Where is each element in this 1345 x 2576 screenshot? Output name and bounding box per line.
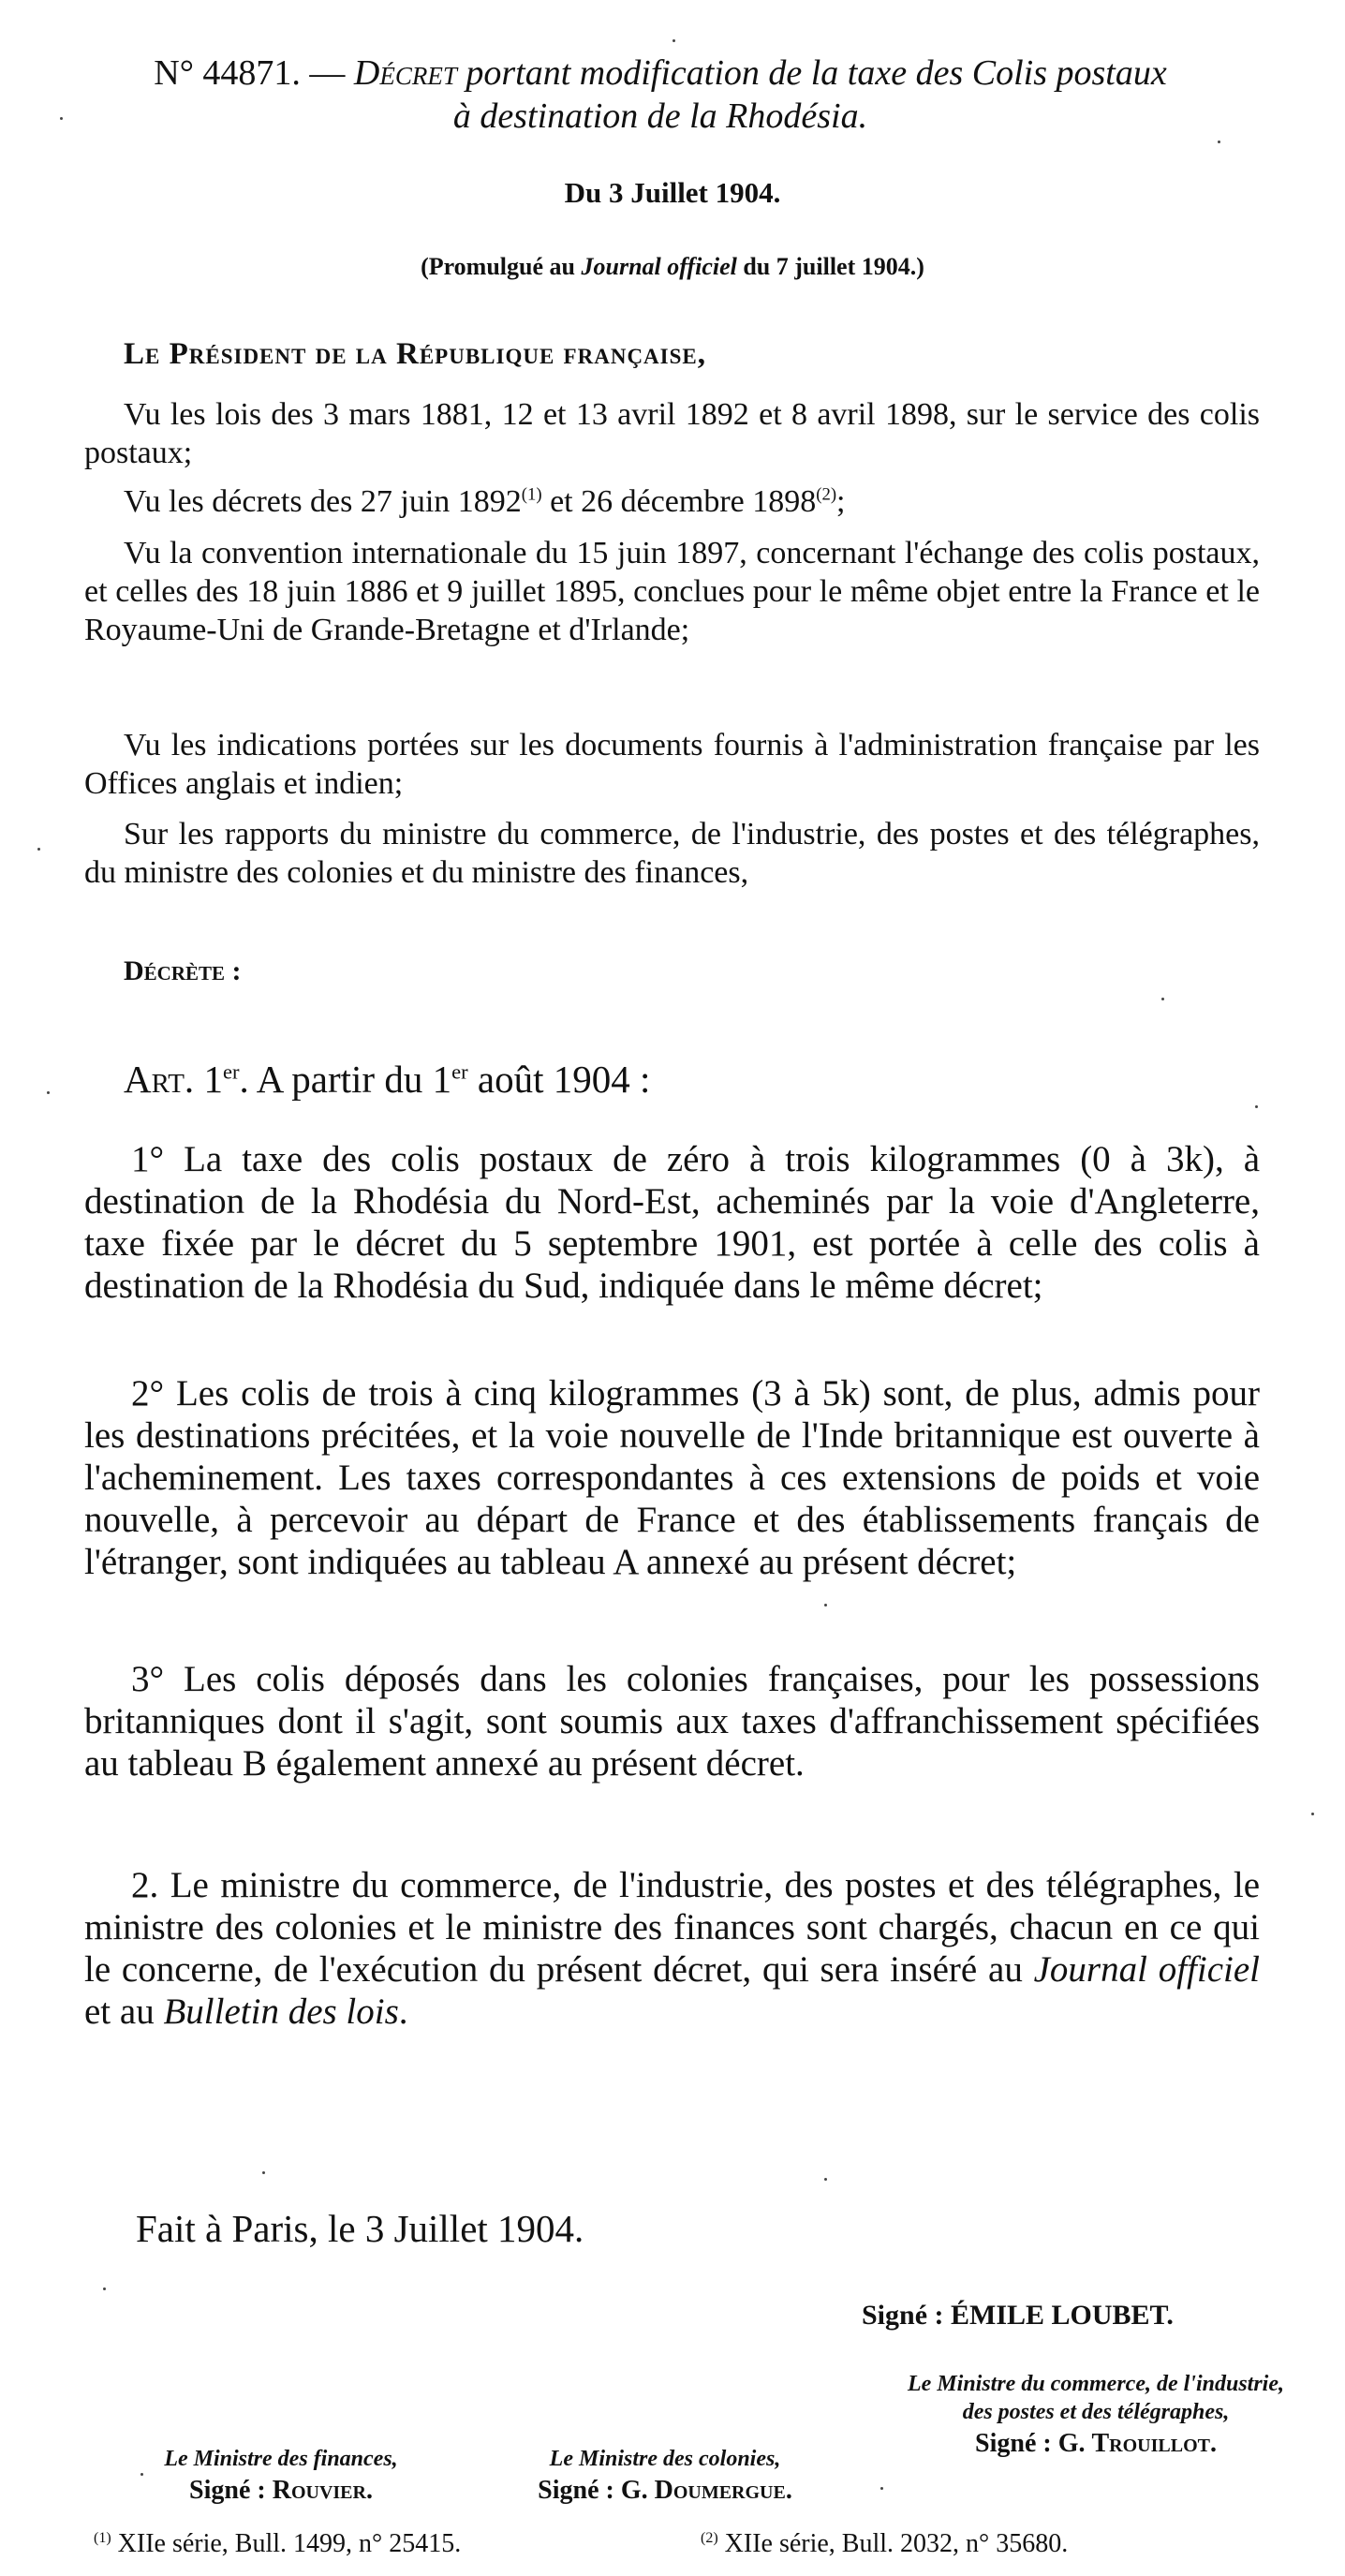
scan-speck	[1161, 998, 1164, 1000]
article-date-sup: er	[451, 1059, 468, 1084]
decree-date: Du 3 Juillet 1904.	[564, 176, 781, 209]
scan-speck	[672, 39, 675, 42]
scan-speck	[824, 2178, 827, 2181]
scan-speck	[1255, 1105, 1258, 1108]
footnote-ref-2: (2)	[816, 484, 837, 505]
footnote-ref-1: (1)	[521, 484, 542, 505]
decree-title	[84, 52, 1236, 138]
footnote-2	[701, 2529, 1068, 2559]
decree-title-line2: à destination de la Rhodésia.	[452, 96, 868, 136]
scan-speck	[103, 2287, 106, 2290]
minister-finances-name: Rouvier.	[272, 2476, 373, 2505]
sur-rapports-paragraph: Sur les rapports du ministre du commerce, de l'industrie, des postes et des télégraphes, du ministre des colonies et du ministre des finances,	[84, 817, 1260, 890]
article-1-heading	[124, 1057, 650, 1102]
minister-finances-block	[103, 2445, 459, 2509]
minister-commerce-sig-prefix: Signé : G.	[975, 2429, 1086, 2458]
president-heading: Le Président de la République française,	[124, 337, 706, 371]
scan-speck	[262, 2171, 265, 2174]
decree-number: N° 44871. —	[154, 53, 346, 93]
fait-a-paris: Fait à Paris, le 3 Juillet 1904.	[136, 2207, 584, 2250]
article-2-text-end: .	[398, 1991, 408, 2032]
minister-commerce-name: Trouillot.	[1091, 2429, 1217, 2458]
article-label: Art.	[124, 1058, 195, 1101]
promulgation-note	[0, 253, 1345, 281]
vu-decrets-text: Vu les décrets des 27 juin 1892	[124, 484, 522, 519]
article-number: 1	[203, 1058, 223, 1101]
footnote-1-mark: (1)	[94, 2530, 111, 2546]
footnote-2-mark: (2)	[701, 2530, 718, 2546]
decrete-heading: Décrète :	[124, 955, 242, 986]
minister-colonies-role: Le Ministre des colonies,	[549, 2447, 781, 2471]
vu-lois-paragraph: Vu les lois des 3 mars 1881, 12 et 13 avril 1892 et 8 avril 1898, sur le service des colis postaux;	[84, 397, 1260, 470]
article-2-paragraph	[84, 1864, 1260, 2033]
scan-speck	[1311, 1813, 1314, 1815]
article-heading-end: août 1904 :	[467, 1058, 651, 1101]
scan-speck	[140, 2473, 143, 2476]
decree-title-line1: portant modification de la taxe des Colis postaux	[466, 53, 1167, 93]
scan-speck	[824, 1604, 827, 1606]
minister-colonies-signature	[487, 2473, 843, 2509]
minister-colonies-sig-prefix: Signé : G.	[538, 2476, 648, 2505]
article-number-sup: er	[222, 1059, 240, 1084]
article-heading-text: . A partir du 1	[239, 1058, 452, 1101]
minister-colonies-name: Doumergue.	[654, 2476, 792, 2505]
article-1-item-3: 3° Les colis déposés dans les colonies françaises, pour les possessions britanniques dont il s'agit, sont soumis aux taxes d'affranchissement spécifiées au tableau B également annexé au présent décret.	[84, 1659, 1260, 1784]
scan-speck	[37, 848, 40, 851]
footnote-1	[94, 2529, 461, 2559]
minister-commerce-role: Le Ministre du commerce, de l'industrie, des postes et des télégraphes,	[908, 2372, 1284, 2424]
promulgation-prefix: (Promulgué au	[421, 253, 575, 280]
decree-word: Décret	[353, 53, 457, 93]
scan-speck	[880, 2487, 883, 2490]
minister-finances-signature	[103, 2473, 459, 2509]
minister-commerce-signature	[899, 2426, 1293, 2462]
scan-speck	[47, 1091, 50, 1094]
scan-speck	[1218, 141, 1220, 143]
minister-finances-role: Le Ministre des finances,	[164, 2447, 398, 2471]
article-2-text-before: 2. Le ministre du commerce, de l'industrie, des postes et des télégraphes, le ministre des colonies et le ministre des finances sont chargés, chacun en ce qui le concerne, de l'exécution du présent décret, qui sera inséré au	[84, 1865, 1260, 1990]
article-2-journal: Journal officiel	[1033, 1949, 1261, 1990]
vu-indications-paragraph: Vu les indications portées sur les documents fournis à l'administration française par les Offices anglais et indien;	[84, 728, 1260, 801]
promulgation-journal: Journal officiel	[581, 253, 737, 280]
minister-colonies-block	[487, 2445, 843, 2509]
article-2-bulletin: Bulletin des lois	[163, 1991, 399, 2032]
president-signature: Signé : ÉMILE LOUBET.	[862, 2300, 1174, 2331]
scan-speck	[60, 117, 63, 120]
footnote-2-text: XIIe série, Bull. 2032, n° 35680.	[724, 2529, 1069, 2558]
footnote-1-text: XIIe série, Bull. 1499, n° 25415.	[117, 2529, 462, 2558]
vu-decrets-end: ;	[836, 484, 846, 519]
article-1-item-2: 2° Les colis de trois à cinq kilogrammes (3 à 5k) sont, de plus, admis pour les destinations précitées, et la voie nouvelle de l'Inde britannique est ouverte à l'acheminement. Les taxes correspondantes à ces extensions de poids et voie nouvelle, à percevoir au départ de France et des établissements français de l'étranger, sont indiquées au tableau A annexé au présent décret;	[84, 1373, 1260, 1582]
article-2-text-mid: et au	[84, 1991, 155, 2032]
vu-decrets-mid: et 26 décembre 1898	[541, 484, 817, 519]
minister-commerce-block	[899, 2370, 1293, 2462]
promulgation-suffix: du 7 juillet 1904.)	[743, 253, 924, 280]
minister-finances-sig-prefix: Signé :	[189, 2476, 266, 2505]
article-1-item-1: 1° La taxe des colis postaux de zéro à trois kilogrammes (0 à 3k), à destination de la Rhodésia du Nord-Est, acheminés par la voie d'Angleterre, taxe fixée par le décret du 5 septembre 1901, est portée à celle des colis à destination de la Rhodésia du Sud, indiquée dans le même décret;	[84, 1139, 1260, 1306]
vu-decrets-paragraph	[84, 482, 1260, 521]
vu-convention-paragraph: Vu la convention internationale du 15 juin 1897, concernant l'échange des colis postaux, et celles des 18 juin 1886 et 9 juillet 1895, conclues pour le même objet entre la France et le Royaume-Uni de Grande-Bretagne et d'Irlande;	[84, 536, 1260, 647]
